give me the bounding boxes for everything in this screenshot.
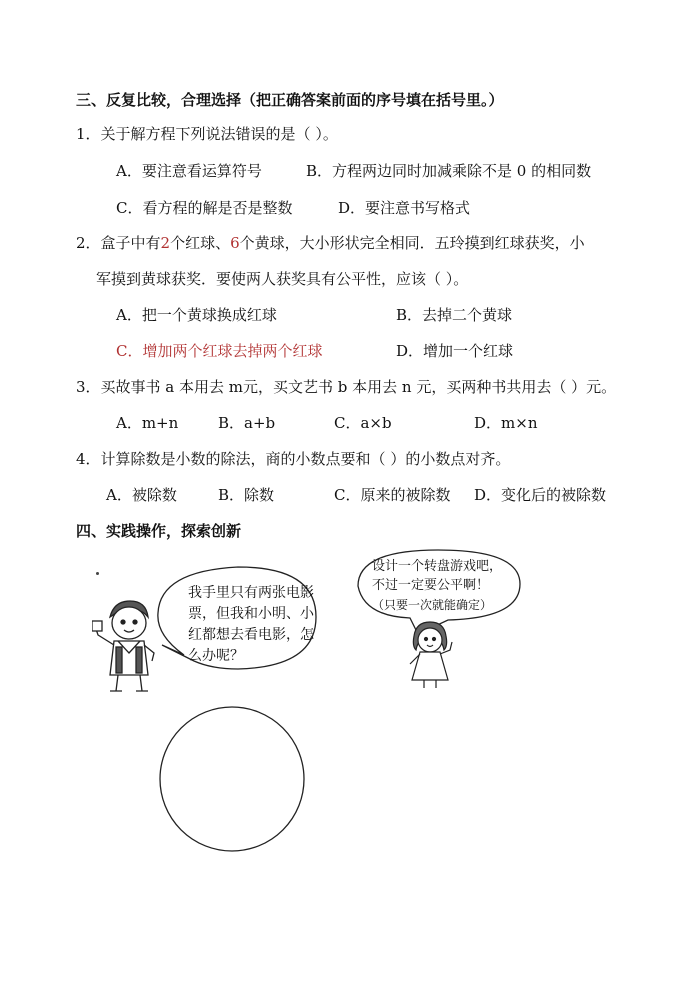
question-3-stem: 3．买故事书 a 本用去 m元，买文艺书 b 本用去 n 元，买两种书共用去（ ）元。 xyxy=(76,378,617,396)
question-2-stem-line2: 军摸到黄球获奖．要使两人获奖具有公平性，应该（ ）。 xyxy=(96,270,469,288)
left-bubble-line-4: 么办呢？ xyxy=(188,648,244,664)
question-2-option-a: A．把一个黄球换成红球 xyxy=(116,306,277,324)
left-bubble-line-2: 票，但我和小明、小 xyxy=(188,606,314,622)
question-2-option-c: C．增加两个红球去掉两个红球 xyxy=(116,342,323,360)
question-1-stem: 1．关于解方程下列说法错误的是（ ）。 xyxy=(76,125,338,143)
question-1-option-d: D．要注意书写格式 xyxy=(338,199,471,217)
question-1-option-a: A．要注意看运算符号 xyxy=(116,162,262,180)
right-bubble-line-2: 不过一定要公平啊！ xyxy=(372,578,490,593)
right-bubble-line-3: （只要一次就能确定） xyxy=(372,598,493,612)
question-1-option-c: C．看方程的解是否是整数 xyxy=(116,199,293,217)
left-bubble-line-1: 我手里只有两张电影 xyxy=(188,585,314,601)
question-1-option-b: B．方程两边同时加减乘除不是 0 的相同数 xyxy=(306,162,592,180)
stray-dot xyxy=(96,572,99,575)
girl-illustration xyxy=(404,620,456,690)
question-2-text-c: 个黄球，大小形状完全相同．五玲摸到红球获奖，小 xyxy=(239,234,585,252)
question-2-option-b: B．去掉二个黄球 xyxy=(396,306,513,324)
section-4-heading: 四、实践操作，探索创新 xyxy=(76,522,242,540)
question-2-number-yellow: 6 xyxy=(230,234,240,252)
question-4-option-b: B．除数 xyxy=(218,486,275,504)
question-3-option-c: C．a×b xyxy=(334,414,392,432)
question-3-option-a: A．m+n xyxy=(116,414,179,432)
question-2-text-a: 2．盒子中有 xyxy=(76,234,161,252)
question-2-stem-line1 xyxy=(76,233,585,253)
question-3-option-d: D．m×n xyxy=(474,414,538,432)
question-2-option-d: D．增加一个红球 xyxy=(396,342,514,360)
question-4-option-d: D．变化后的被除数 xyxy=(474,486,607,504)
question-4-option-c: C．原来的被除数 xyxy=(334,486,451,504)
right-bubble-line-1: 设计一个转盘游戏吧， xyxy=(372,559,503,574)
left-bubble-line-3: 红都想去看电影，怎 xyxy=(188,627,314,643)
spinner-drawing-circle xyxy=(158,705,306,853)
question-3-option-b: B．a+b xyxy=(218,414,276,432)
question-4-stem: 4．计算除数是小数的除法，商的小数点要和（ ）的小数点对齐。 xyxy=(76,450,511,468)
question-4-option-a: A．被除数 xyxy=(106,486,177,504)
question-2-number-red: 2 xyxy=(160,234,171,252)
question-2-text-b: 个红球、 xyxy=(170,234,231,252)
section-3-heading: 三、反复比较，合理选择（把正确答案前面的序号填在括号里。） xyxy=(76,91,504,109)
